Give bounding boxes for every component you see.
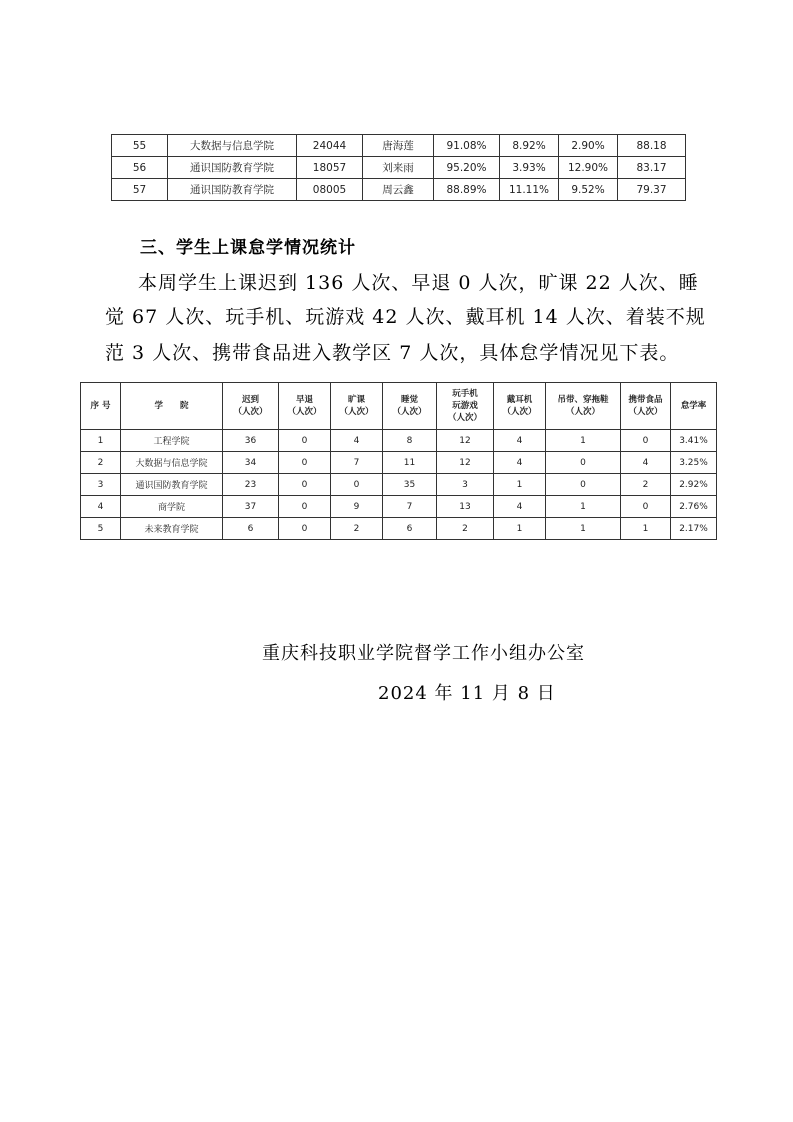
dress-cell: 1: [546, 430, 621, 452]
column-header: [494, 383, 546, 430]
student-id-cell: 08005: [297, 179, 363, 201]
food-cell: 0: [621, 430, 671, 452]
leave-early-cell: 0: [279, 430, 331, 452]
truancy-rate-cell: 3.41%: [671, 430, 717, 452]
truancy-rate-cell: 2.76%: [671, 496, 717, 518]
table-row: [112, 179, 686, 201]
food-cell: 0: [621, 496, 671, 518]
rate-cell: 88.89%: [434, 179, 500, 201]
signature-date: 2024 年 11 月 8 日: [378, 683, 556, 704]
column-header-line: （人次）: [339, 407, 374, 417]
index-cell: 1: [81, 430, 121, 452]
truancy-rate-cell: 3.25%: [671, 452, 717, 474]
column-header-line: 戴耳机: [506, 395, 533, 405]
index-cell: 57: [112, 179, 168, 201]
phone-game-cell: 13: [437, 496, 494, 518]
column-header: [437, 383, 494, 430]
phone-game-cell: 12: [437, 430, 494, 452]
index-cell: 56: [112, 157, 168, 179]
column-header: [671, 383, 717, 430]
college-cell: 通识国防教育学院: [168, 179, 297, 201]
index-cell: 2: [81, 452, 121, 474]
food-cell: 2: [621, 474, 671, 496]
absent-cell: 4: [331, 430, 383, 452]
column-header-line: （人次）: [502, 407, 537, 417]
rate-cell: 12.90%: [559, 157, 618, 179]
student-id-cell: 24044: [297, 135, 363, 157]
student-id-cell: 18057: [297, 157, 363, 179]
earphone-cell: 1: [494, 518, 546, 540]
top-table: [111, 134, 686, 201]
table-header-row: [81, 383, 717, 430]
score-cell: 83.17: [618, 157, 686, 179]
dress-cell: 0: [546, 474, 621, 496]
earphone-cell: 4: [494, 452, 546, 474]
dress-cell: 0: [546, 452, 621, 474]
column-header-line: （人次）: [565, 407, 600, 417]
table-row: [81, 452, 717, 474]
food-cell: 1: [621, 518, 671, 540]
column-header-line: 序 号: [90, 401, 111, 411]
column-header-line: （人次）: [628, 407, 663, 417]
name-cell: 刘来雨: [363, 157, 434, 179]
sleep-cell: 7: [383, 496, 437, 518]
column-header: [121, 383, 223, 430]
rate-cell: 95.20%: [434, 157, 500, 179]
absent-cell: 0: [331, 474, 383, 496]
sleep-cell: 6: [383, 518, 437, 540]
column-header: [331, 383, 383, 430]
index-cell: 5: [81, 518, 121, 540]
sleep-cell: 8: [383, 430, 437, 452]
late-cell: 23: [223, 474, 279, 496]
sleep-cell: 35: [383, 474, 437, 496]
table-row: [81, 430, 717, 452]
college-cell: 大数据与信息学院: [121, 452, 223, 474]
signature-office: 重庆科技职业学院督学工作小组办公室: [262, 643, 585, 664]
late-cell: 6: [223, 518, 279, 540]
college-cell: 通识国防教育学院: [121, 474, 223, 496]
score-cell: 79.37: [618, 179, 686, 201]
late-cell: 36: [223, 430, 279, 452]
late-cell: 37: [223, 496, 279, 518]
column-header: [383, 383, 437, 430]
paragraph-line-2: 觉 67 人次、玩手机、玩游戏 42 人次、戴耳机 14 人次、着装不规: [105, 306, 706, 328]
sleep-cell: 11: [383, 452, 437, 474]
column-header: [546, 383, 621, 430]
leave-early-cell: 0: [279, 518, 331, 540]
leave-early-cell: 0: [279, 496, 331, 518]
paragraph-line-3: 范 3 人次、携带食品进入教学区 7 人次，具体怠学情况见下表。: [105, 342, 680, 364]
column-header-line: （人次）: [287, 407, 322, 417]
phone-game-cell: 2: [437, 518, 494, 540]
column-header-line: 旷课: [347, 395, 365, 405]
score-cell: 88.18: [618, 135, 686, 157]
dress-cell: 1: [546, 496, 621, 518]
column-header: [621, 383, 671, 430]
truancy-rate-cell: 2.17%: [671, 518, 717, 540]
rate-cell: 8.92%: [500, 135, 559, 157]
rate-cell: 11.11%: [500, 179, 559, 201]
college-cell: 工程学院: [121, 430, 223, 452]
phone-game-cell: 12: [437, 452, 494, 474]
rate-cell: 91.08%: [434, 135, 500, 157]
table-row: [112, 157, 686, 179]
column-header-line: 玩手机: [452, 389, 478, 399]
college-cell: 商学院: [121, 496, 223, 518]
earphone-cell: 4: [494, 496, 546, 518]
rate-cell: 2.90%: [559, 135, 618, 157]
rate-cell: 3.93%: [500, 157, 559, 179]
earphone-cell: 4: [494, 430, 546, 452]
name-cell: 唐海莲: [363, 135, 434, 157]
truancy-rate-cell: 2.92%: [671, 474, 717, 496]
college-cell: 未来教育学院: [121, 518, 223, 540]
absent-cell: 2: [331, 518, 383, 540]
column-header: [223, 383, 279, 430]
column-header-line: 携带食品: [628, 395, 663, 405]
column-header-line: 迟到: [241, 395, 259, 405]
phone-game-cell: 3: [437, 474, 494, 496]
column-header-line: 吊带、穿拖鞋: [557, 395, 609, 405]
leave-early-cell: 0: [279, 474, 331, 496]
column-header-line: 玩游戏: [452, 401, 478, 411]
earphone-cell: 1: [494, 474, 546, 496]
absent-cell: 7: [331, 452, 383, 474]
column-header-line: 睡觉: [400, 395, 418, 405]
late-cell: 34: [223, 452, 279, 474]
table-row: [81, 496, 717, 518]
table-row: [112, 135, 686, 157]
column-header-line: 怠学率: [680, 401, 707, 411]
college-cell: 通识国防教育学院: [168, 157, 297, 179]
table-row: [81, 518, 717, 540]
name-cell: 周云鑫: [363, 179, 434, 201]
paragraph-line-1: 本周学生上课迟到 136 人次、早退 0 人次，旷课 22 人次、睡: [138, 272, 699, 294]
index-cell: 4: [81, 496, 121, 518]
column-header-line: （人次）: [233, 407, 268, 417]
column-header-line: 早退: [295, 395, 313, 405]
column-header-line: （人次）: [447, 413, 482, 423]
section-heading: 三、学生上课怠学情况统计: [140, 238, 356, 258]
table-row: [81, 474, 717, 496]
college-cell: 大数据与信息学院: [168, 135, 297, 157]
absent-cell: 9: [331, 496, 383, 518]
rate-cell: 9.52%: [559, 179, 618, 201]
index-cell: 55: [112, 135, 168, 157]
index-cell: 3: [81, 474, 121, 496]
leave-early-cell: 0: [279, 452, 331, 474]
column-header-line: 学 院: [154, 401, 189, 411]
column-header: [81, 383, 121, 430]
column-header-line: （人次）: [392, 407, 427, 417]
food-cell: 4: [621, 452, 671, 474]
column-header: [279, 383, 331, 430]
dress-cell: 1: [546, 518, 621, 540]
truancy-stats-table: [80, 382, 717, 540]
